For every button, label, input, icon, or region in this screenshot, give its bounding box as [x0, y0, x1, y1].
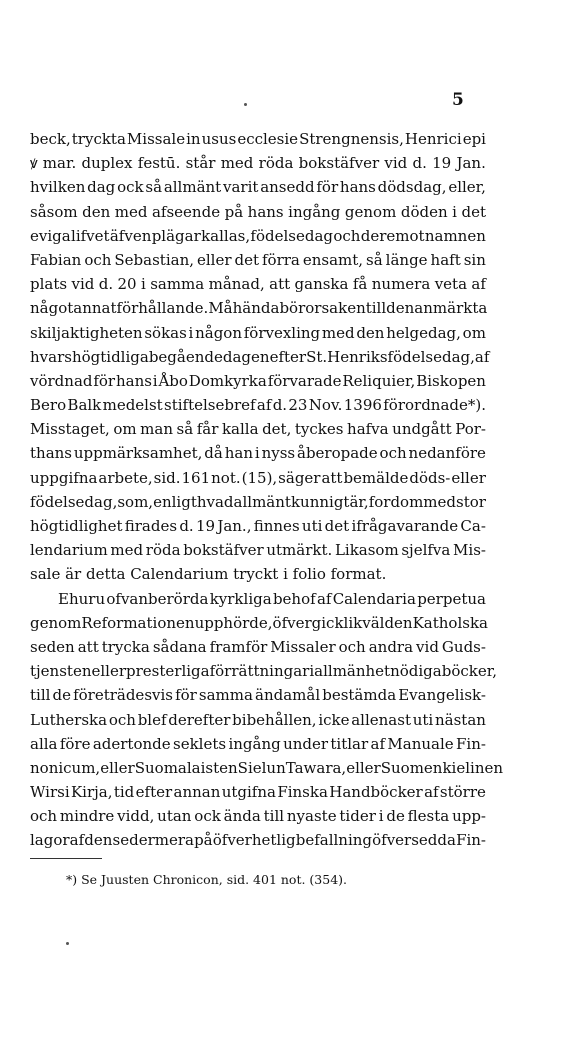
- page-number: 5: [452, 90, 464, 110]
- text-line: hvilken dag ock så allmänt varit ansedd för hans dödsdag, eller,: [30, 178, 486, 197]
- text-line: till de företrädesvis för samma ändamål bestämda Evangelisk-: [30, 686, 486, 705]
- text-line: uppgifna arbete, sid. 161 not. (15), säger att bemälde döds- eller: [30, 468, 486, 487]
- text-line: seden att trycka sådana framför Missaler och andra vid Guds-: [30, 637, 486, 656]
- text-line: alla före adertonde seklets ingång under titlar af Manuale Fin-: [30, 734, 486, 753]
- body-text: [30, 127, 504, 853]
- text-line: Ehuru ofvanberörda kyrkliga behof af Calendaria perpetua: [58, 589, 486, 608]
- text-line: Misstaget, om man så får kalla det, tyckes hafva undgått Por-: [30, 420, 486, 439]
- text-line: lagor af den sedermera på öfverhetlig befallning öfversedda Fin-: [30, 831, 486, 850]
- paper-speck: [66, 942, 69, 945]
- text-line: Bero Balk medelst stiftelsebref af d. 23 Nov. 1396 förordnade*).: [30, 396, 486, 415]
- text-line: lendarium med röda bokstäfver utmärkt. Likasom sjelfva Mis-: [30, 541, 486, 560]
- text-line: thans uppmärksamhet, då han i nyss åberopade och nedanföre: [30, 444, 486, 463]
- text-line: födelsedag, som, enligt hvad allmänt kunnigt är, fordom med stor: [30, 492, 486, 511]
- text-line: beck, tryckta Missale in usus ecclesie Strengnensis, Henrici epi: [30, 130, 486, 148]
- paper-speck: [244, 103, 247, 106]
- text-line: nonicum, eller Suomalaisten Sielun Tawara, eller Suomenkielinen: [30, 758, 504, 777]
- text-line: eviga lifvet äfven plägar kallas, födelsedag och deremot namnen: [30, 226, 486, 245]
- text-line: högtidlighet firades d. 19 Jan., finnes uti det ifrågavarande Ca-: [30, 517, 486, 535]
- text-line: vördnad för hans i Åbo Domkyrka förvarade Reliquier, Biskopen: [30, 371, 486, 390]
- text-line: genom Reformationen upphörde, öfvergick likväl den Katholska: [30, 613, 488, 632]
- text-line: Lutherska och blef derefter bibehållen, icke allenast uti nästan: [30, 710, 486, 729]
- text-line: ꝟ mar. duplex festū. står med röda bokstäfver vid d. 19 Jan.: [30, 154, 486, 173]
- text-line: Wirsi Kirja, tid efter annan utgifna Finska Handböcker af större: [30, 783, 486, 802]
- text-line: något annat förhållande. Måhända bör orsaken till den anmärkta: [30, 299, 488, 318]
- text-line: hvars högtidliga begående dagen efter St. Henriks födelsedag, af: [30, 347, 490, 366]
- text-line: och mindre vidd, utan ock ända till nyaste tider i de flesta upp-: [30, 807, 486, 826]
- text-line: Fabian och Sebastian, eller det förra ensamt, så länge haft sin: [30, 250, 486, 269]
- text-line: skiljaktigheten sökas i någon förvexling med den helgedag, om: [30, 323, 486, 342]
- text-line: såsom den med afseende på hans ingång genom döden i det: [30, 202, 486, 221]
- text-line: plats vid d. 20 i samma månad, att ganska få numera veta af: [30, 275, 486, 294]
- footnote: *) Se Juusten Chronicon, sid. 401 not. (354).: [66, 872, 348, 887]
- text-line: tjensten eller presterliga förrättningar i allmänhet nödiga böcker,: [30, 662, 498, 681]
- footnote-separator: [30, 858, 102, 859]
- text-line: sale är detta Calendarium tryckt i folio format.: [30, 565, 387, 584]
